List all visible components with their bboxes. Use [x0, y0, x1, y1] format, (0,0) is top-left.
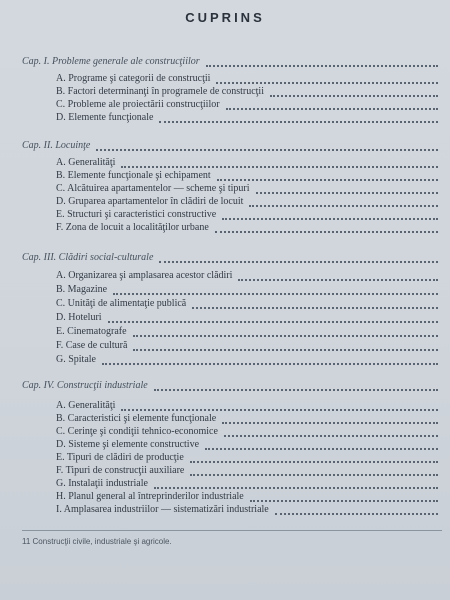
toc-item: A. Generalităţi — [56, 400, 115, 411]
toc-item: D. Elemente funcţionale — [56, 112, 153, 123]
toc-item: E. Cinematografe — [56, 326, 127, 337]
dot-leader — [113, 283, 438, 295]
footer-divider — [22, 530, 442, 531]
toc-item: E. Tipuri de clădiri de producţie — [56, 452, 184, 463]
chapter-heading-text: Cap. I. Probleme generale ale construcţiilor — [22, 56, 200, 67]
dot-leader — [190, 451, 438, 463]
toc-item: H. Planul general al întreprinderilor industriale — [56, 491, 244, 502]
toc-item: A. Generalităţi — [56, 157, 115, 168]
toc-item: A. Programe şi categorii de construcţii — [56, 73, 210, 84]
toc-item: G. Instalaţii industriale — [56, 478, 148, 489]
dot-leader — [205, 438, 438, 450]
dot-leader — [108, 311, 438, 323]
chapter-heading-2 — [22, 140, 90, 151]
page-title: CUPRINS — [185, 10, 265, 25]
dot-leader — [256, 182, 438, 194]
toc-item: A. Organizarea şi amplasarea acestor clădiri — [56, 270, 232, 281]
dot-leader — [159, 251, 438, 263]
chapter-heading-3 — [22, 252, 153, 263]
toc-item: D. Sisteme şi elemente constructive — [56, 439, 199, 450]
toc-item: C. Cerinţe şi condiţii tehnico-economice — [56, 426, 218, 437]
dot-leader — [133, 339, 438, 351]
dot-leader — [270, 85, 438, 97]
toc-item: G. Spitale — [56, 354, 96, 365]
toc-item: D. Hoteluri — [56, 312, 102, 323]
dot-leader — [238, 269, 438, 281]
dot-leader — [133, 325, 438, 337]
toc-item: B. Caracteristici şi elemente funcţionale — [56, 413, 216, 424]
dot-leader — [224, 425, 438, 437]
toc-item: F. Tipuri de construcţii auxiliare — [56, 465, 184, 476]
dot-leader — [154, 477, 438, 489]
chapter-heading-1 — [22, 56, 200, 67]
dot-leader — [206, 55, 438, 67]
toc-item: C. Alcătuirea apartamentelor — scheme şi tipuri — [56, 183, 250, 194]
dot-leader — [121, 156, 438, 168]
dot-leader — [222, 412, 438, 424]
dot-leader — [215, 221, 438, 233]
toc-item: D. Gruparea apartamentelor în clădiri de locuit — [56, 196, 243, 207]
toc-item: F. Case de cultură — [56, 340, 127, 351]
chapter-heading-text: Cap. IV. Construcţii industriale — [22, 380, 148, 391]
toc-item: C. Unităţi de alimentaţie publică — [56, 298, 186, 309]
toc-item: B. Elemente funcţionale şi echipament — [56, 170, 211, 181]
dot-leader — [226, 98, 438, 110]
dot-leader — [217, 169, 438, 181]
dot-leader — [222, 208, 438, 220]
toc-item: C. Probleme ale proiectării construcţiilor — [56, 99, 220, 110]
toc-item: I. Amplasarea industriilor — sistematizări industriale — [56, 504, 269, 515]
dot-leader — [121, 399, 438, 411]
dot-leader — [96, 139, 438, 151]
dot-leader — [275, 503, 438, 515]
chapter-heading-text: Cap. III. Clădiri social-culturale — [22, 252, 154, 263]
dot-leader — [159, 111, 438, 123]
chapter-heading-4 — [22, 380, 148, 391]
dot-leader — [216, 72, 438, 84]
chapter-heading-text: Cap. II. Locuinţe — [22, 140, 91, 151]
toc-item: E. Structuri şi caracteristici constructive — [56, 209, 216, 220]
dot-leader — [249, 195, 438, 207]
page-footer: 11 Construcţii civile, industriale şi agricole. — [22, 537, 172, 546]
dot-leader — [250, 490, 438, 502]
dot-leader — [192, 297, 438, 309]
toc-item: B. Factori determinanţi în programele de construcţii — [56, 86, 264, 97]
toc-item: B. Magazine — [56, 284, 107, 295]
dot-leader — [102, 353, 438, 365]
dot-leader — [190, 464, 438, 476]
toc-item: F. Zona de locuit a localităţilor urbane — [56, 222, 209, 233]
dot-leader — [154, 379, 438, 391]
